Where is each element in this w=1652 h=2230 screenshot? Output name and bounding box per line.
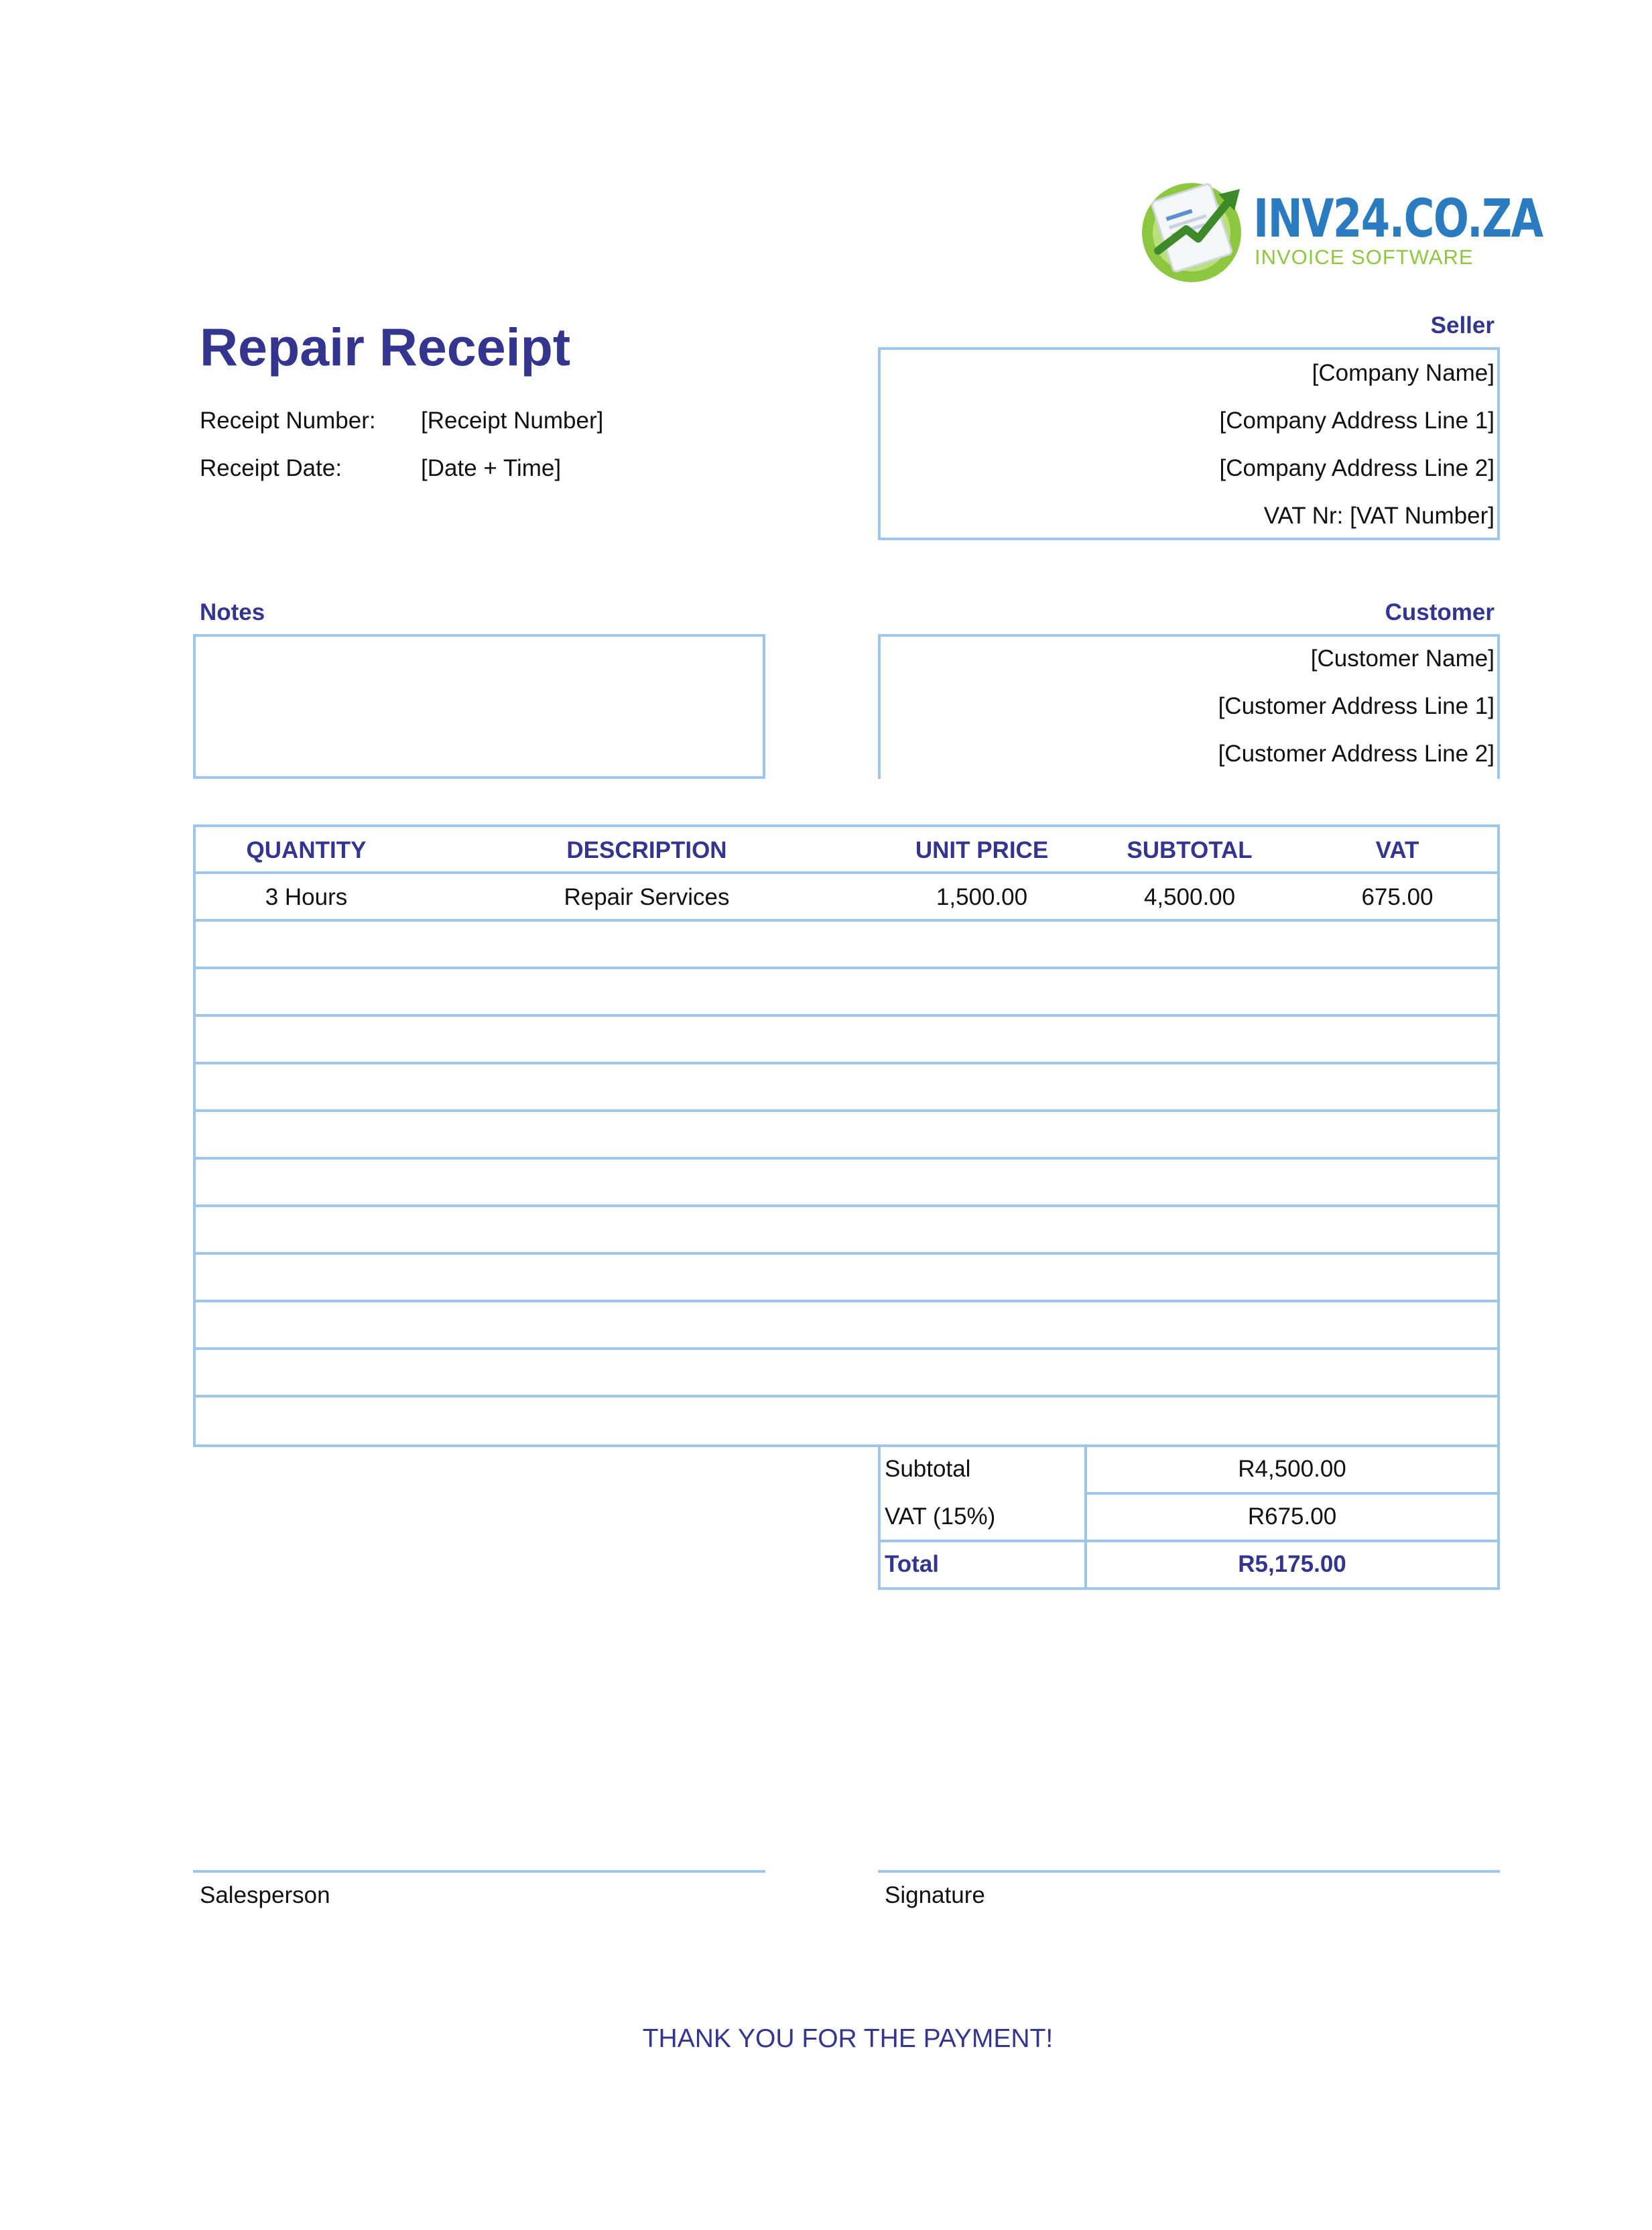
vat-value: R675.00 xyxy=(1247,1503,1337,1530)
cell-subtotal: 4,500.00 xyxy=(1143,884,1236,910)
receipt-number-label: Receipt Number: xyxy=(200,408,376,434)
table-row-line xyxy=(193,871,1500,874)
column-header-subtotal: SUBTOTAL xyxy=(1127,837,1253,863)
total-label: Total xyxy=(885,1551,940,1577)
table-row-line xyxy=(193,1300,1500,1302)
totals-border-left xyxy=(878,1444,881,1590)
customer-heading: Customer xyxy=(1385,599,1495,625)
items-table-border xyxy=(193,824,1500,1447)
table-row-line xyxy=(193,1157,1500,1160)
table-row-line xyxy=(193,1204,1500,1207)
seller-vat-number: VAT Nr: [VAT Number] xyxy=(1263,503,1495,529)
cell-vat: 675.00 xyxy=(1361,884,1434,910)
table-row-line xyxy=(193,1109,1500,1112)
table-row-line xyxy=(193,1395,1500,1398)
receipt-date-value: [Date + Time] xyxy=(421,455,562,481)
totals-row-line xyxy=(878,1587,1500,1590)
logo-wordmark: INV24.CO.ZA xyxy=(1253,189,1543,249)
table-row-line xyxy=(193,919,1500,922)
totals-row-line xyxy=(1084,1492,1500,1495)
page-title: Repair Receipt xyxy=(200,317,571,377)
cell-description: Repair Services xyxy=(564,884,730,910)
column-header-description: DESCRIPTION xyxy=(566,837,727,863)
table-row-line xyxy=(193,1347,1500,1350)
customer-name: [Customer Name] xyxy=(1310,645,1495,672)
customer-box-right xyxy=(1497,634,1500,779)
seller-address-line-2: [Company Address Line 2] xyxy=(1219,455,1495,481)
customer-box-top xyxy=(878,634,1500,637)
cell-unit-price: 1,500.00 xyxy=(936,884,1028,910)
signature-line xyxy=(878,1870,1500,1873)
salesperson-line xyxy=(193,1870,765,1873)
subtotal-label: Subtotal xyxy=(885,1456,971,1482)
totals-border-right xyxy=(1497,1444,1500,1590)
subtotal-value: R4,500.00 xyxy=(1238,1456,1346,1482)
table-row-line xyxy=(193,1252,1500,1255)
customer-box-left xyxy=(878,634,881,779)
thank-you-message: THANK YOU FOR THE PAYMENT! xyxy=(642,2024,1054,2053)
seller-company-name: [Company Name] xyxy=(1312,360,1495,386)
receipt-date-label: Receipt Date: xyxy=(200,455,342,481)
vat-label: VAT (15%) xyxy=(885,1503,996,1530)
column-header-vat: VAT xyxy=(1375,837,1419,863)
cell-quantity: 3 Hours xyxy=(265,884,348,910)
table-row-line xyxy=(193,967,1500,969)
receipt-number-value: [Receipt Number] xyxy=(421,408,604,434)
company-logo xyxy=(1139,176,1543,283)
customer-address-line-1: [Customer Address Line 1] xyxy=(1218,693,1495,719)
notes-box[interactable] xyxy=(193,634,765,779)
total-value: R5,175.00 xyxy=(1238,1551,1346,1577)
seller-address-line-1: [Company Address Line 1] xyxy=(1219,408,1495,434)
logo-emblem-icon xyxy=(1139,176,1250,283)
column-header-unit-price: UNIT PRICE xyxy=(915,837,1049,863)
customer-address-line-2: [Customer Address Line 2] xyxy=(1218,741,1495,767)
signature-label: Signature xyxy=(885,1882,985,1908)
logo-tagline: INVOICE SOFTWARE xyxy=(1255,245,1474,269)
table-row-line xyxy=(193,1014,1500,1017)
totals-row-line xyxy=(878,1540,1500,1542)
table-row-line xyxy=(193,1062,1500,1064)
seller-heading: Seller xyxy=(1430,312,1495,338)
notes-heading: Notes xyxy=(200,599,265,625)
column-header-quantity: QUANTITY xyxy=(246,837,367,863)
salesperson-label: Salesperson xyxy=(200,1882,330,1908)
